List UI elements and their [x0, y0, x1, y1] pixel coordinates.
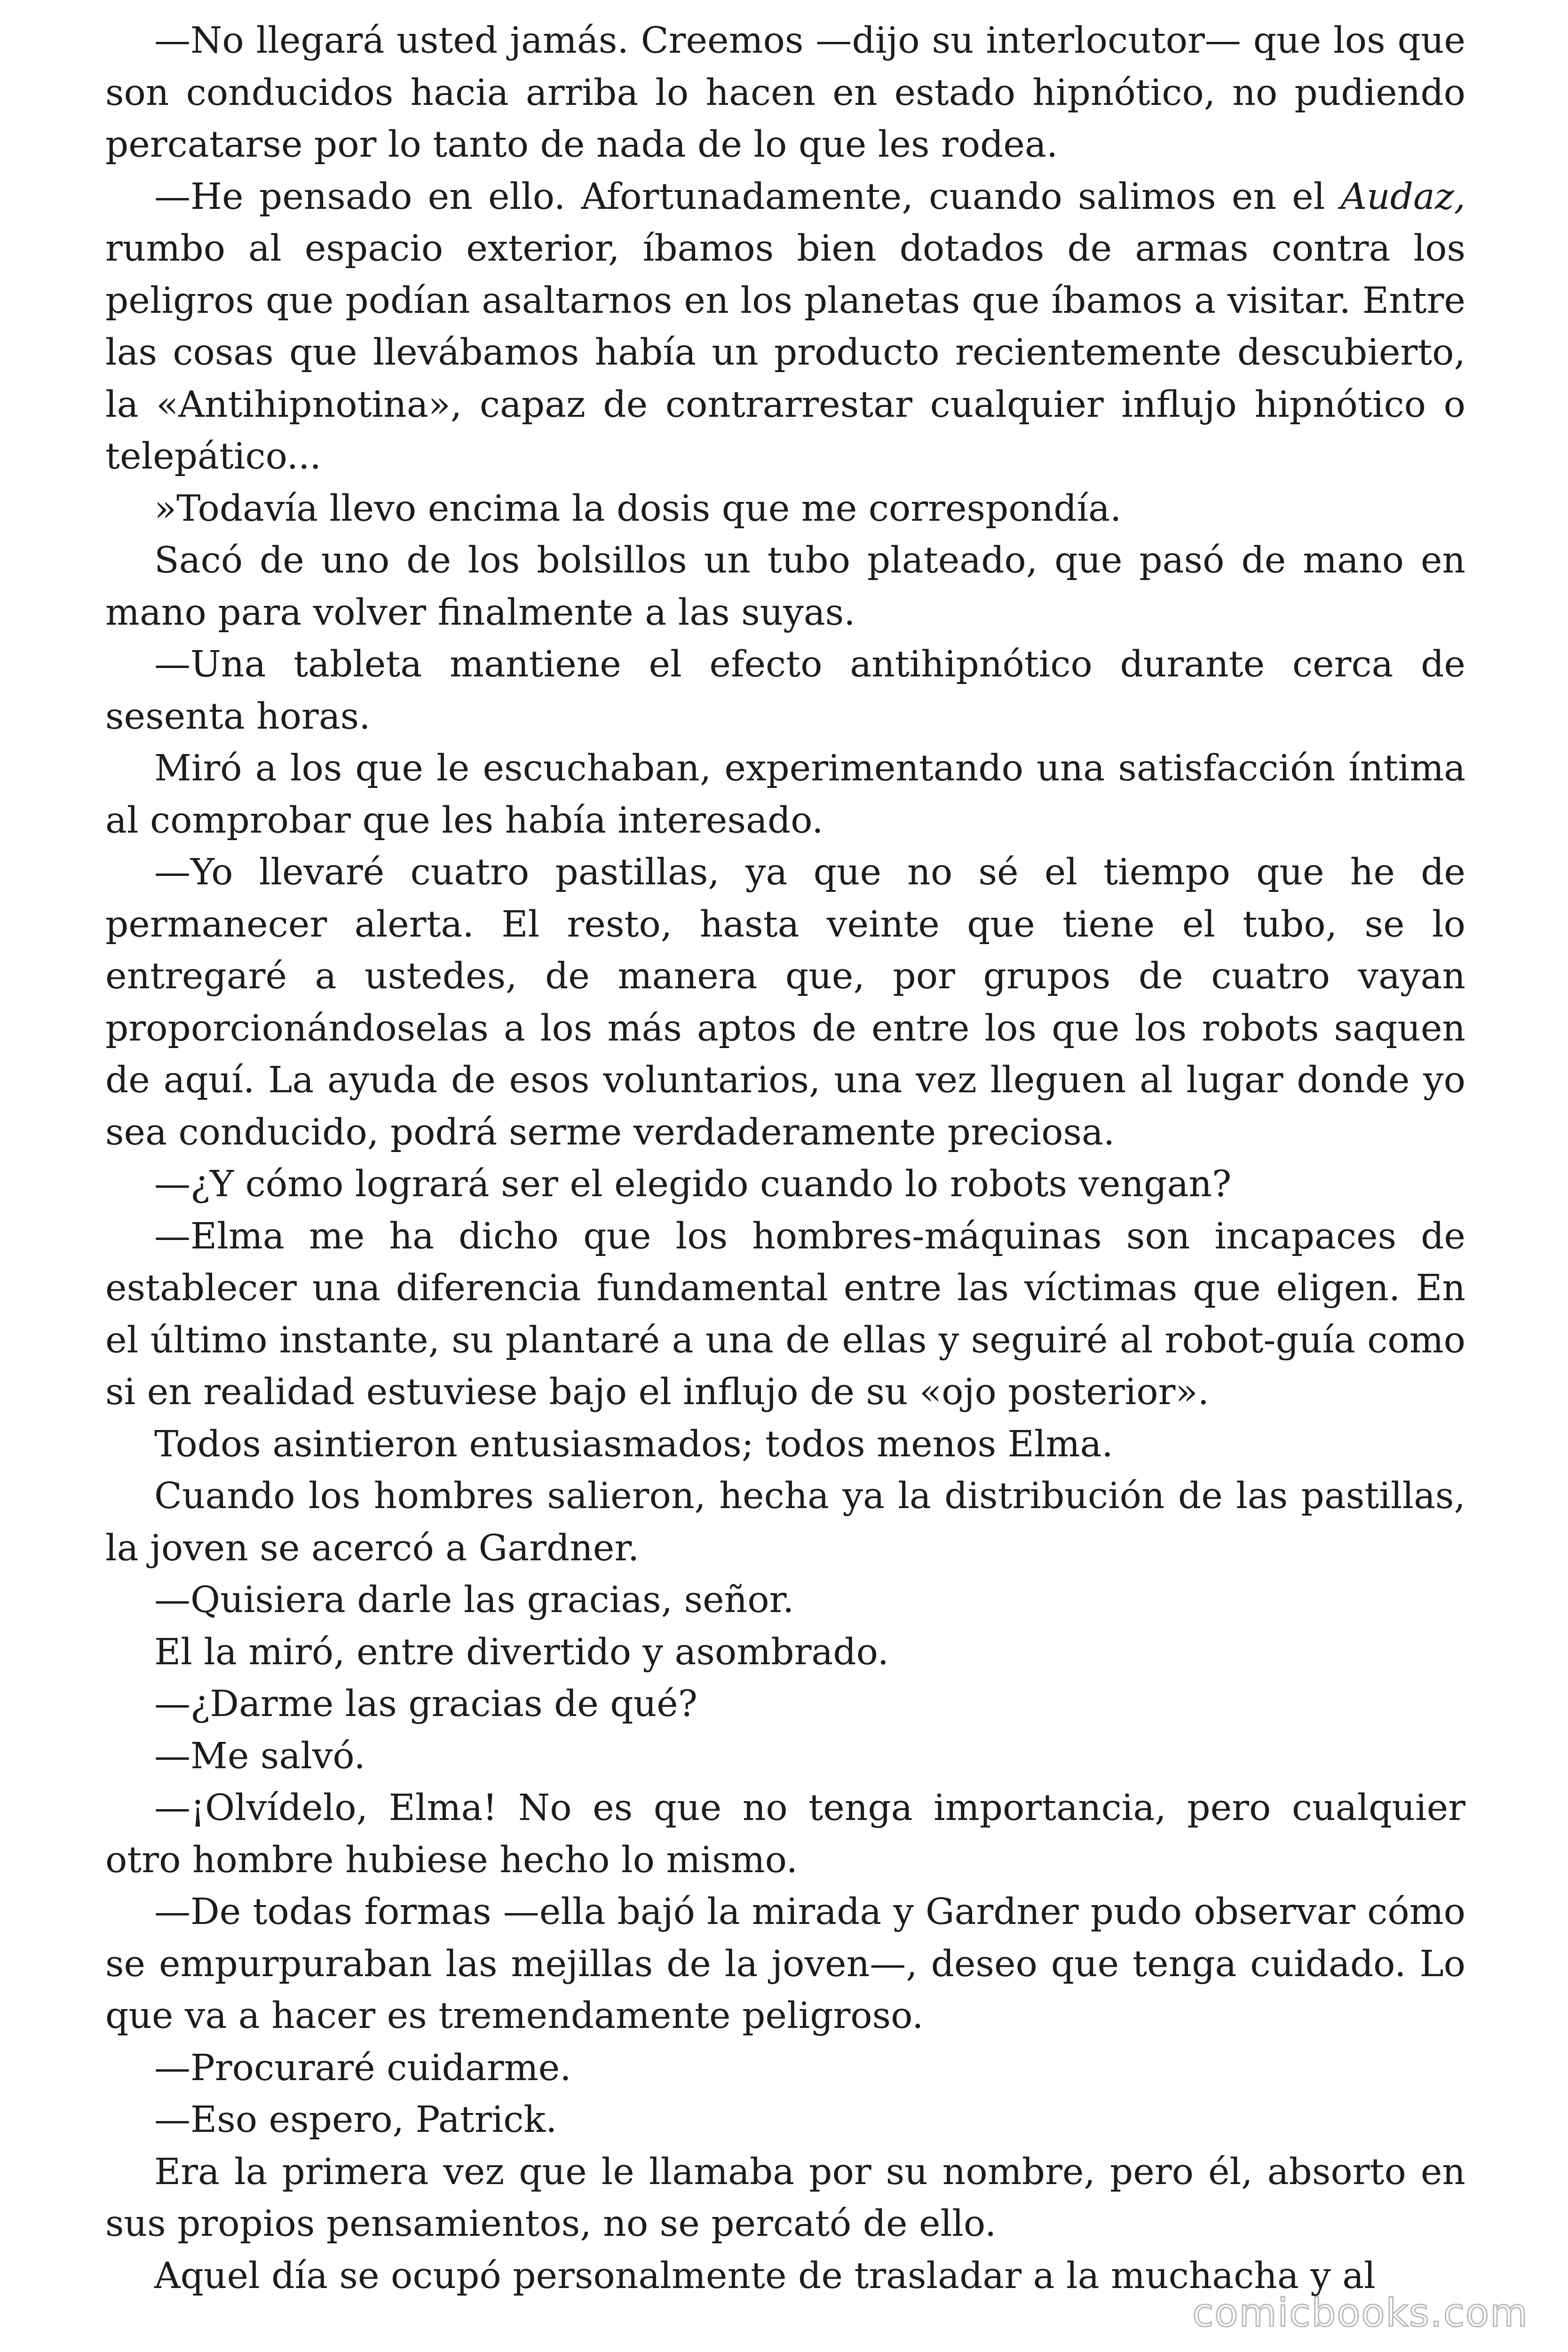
watermark: comicbooks.com — [1192, 2291, 1528, 2336]
paragraph-2-text-end: rumbo al espacio exterior, íbamos bien dotados de armas contra los peligros que podían asaltarnos en los planetas que íbamos a visitar. Entre las cosas que llevábamos había un producto recientemente descubierto, la «Antihipnotina», capaz de contrarrestar cualquier influjo hipnótico o telepático... — [105, 228, 1465, 477]
paragraph-2-text-start: —He pensado en ello. Afortunadamente, cuando salimos en el — [154, 175, 1341, 218]
paragraph-18: —Procuraré cuidarme. — [154, 2047, 571, 2089]
paragraph-20: Era la primera vez que le llamaba por su nombre, pero él, absorto en sus propios pensamientos, no se percató de ello. — [105, 2151, 1465, 2245]
paragraph-14: —¿Darme las gracias de qué? — [154, 1683, 698, 1725]
paragraph-19: —Eso espero, Patrick. — [154, 2099, 557, 2141]
paragraph-7: —Yo llevaré cuatro pastillas, ya que no sé el tiempo que he de permanecer alerta. El resto, hasta veinte que tiene el tubo, se lo entregaré a ustedes, de manera que, por grupos de cuatro vayan proporcionándoselas a los más aptos de entre los que los robots saquen de aquí. La ayuda de esos voluntarios, una vez lleguen al lugar donde yo sea conducido, podrá serme verdaderamente preciosa. — [105, 851, 1465, 1153]
paragraph-12: —Quisiera darle las gracias, señor. — [154, 1579, 794, 1621]
paragraph-15: —Me salvó. — [154, 1735, 365, 1777]
paragraph-21: Aquel día se ocupó personalmente de trasladar a la muchacha y al — [154, 2255, 1376, 2297]
paragraph-16: —¡Olvídelo, Elma! No es que no tenga importancia, pero cualquier otro hombre hubiese hecho lo mismo. — [105, 1787, 1465, 1881]
paragraph-5: —Una tableta mantiene el efecto antihipnótico durante cerca de sesenta horas. — [105, 644, 1465, 738]
paragraph-6: Miró a los que le escuchaban, experimentando una satisfacción íntima al comprobar que les había interesado. — [105, 747, 1465, 842]
paragraph-4: Sacó de uno de los bolsillos un tubo plateado, que pasó de mano en mano para volver finalmente a las suyas. — [105, 540, 1465, 634]
paragraph-1: —No llegará usted jamás. Creemos —dijo su interlocutor— que los que son conducidos hacia arriba lo hacen en estado hipnótico, no pudiendo percatarse por lo tanto de nada de lo que les rodea. — [105, 20, 1465, 166]
paragraph-13: El la miró, entre divertido y asombrado. — [154, 1631, 889, 1673]
paragraph-3: »Todavía llevo encima la dosis que me correspondía. — [154, 487, 1122, 530]
book-page — [105, 15, 1465, 2329]
paragraph-10: Todos asintieron entusiasmados; todos menos Elma. — [154, 1423, 1113, 1465]
paragraph-9: —Elma me ha dicho que los hombres-máquinas son incapaces de establecer una diferencia fundamental entre las víctimas que eligen. En el último instante, su plantaré a una de ellas y seguiré al robot-guía como si en realidad estuviese bajo el influjo de su «ojo posterior». — [105, 1215, 1465, 1413]
paragraph-11: Cuando los hombres salieron, hecha ya la distribución de las pastillas, la joven se acercó a Gardner. — [105, 1475, 1465, 1569]
paragraph-2 — [105, 171, 1465, 483]
paragraph-8: —¿Y cómo logrará ser el elegido cuando lo robots vengan? — [154, 1163, 1232, 1205]
ship-name-italic: Audaz, — [1340, 175, 1465, 218]
paragraph-17: —De todas formas —ella bajó la mirada y Gardner pudo observar cómo se empurpuraban las mejillas de la joven—, deseo que tenga cuidado. Lo que va a hacer es tremendamente peligroso. — [105, 1891, 1465, 2037]
